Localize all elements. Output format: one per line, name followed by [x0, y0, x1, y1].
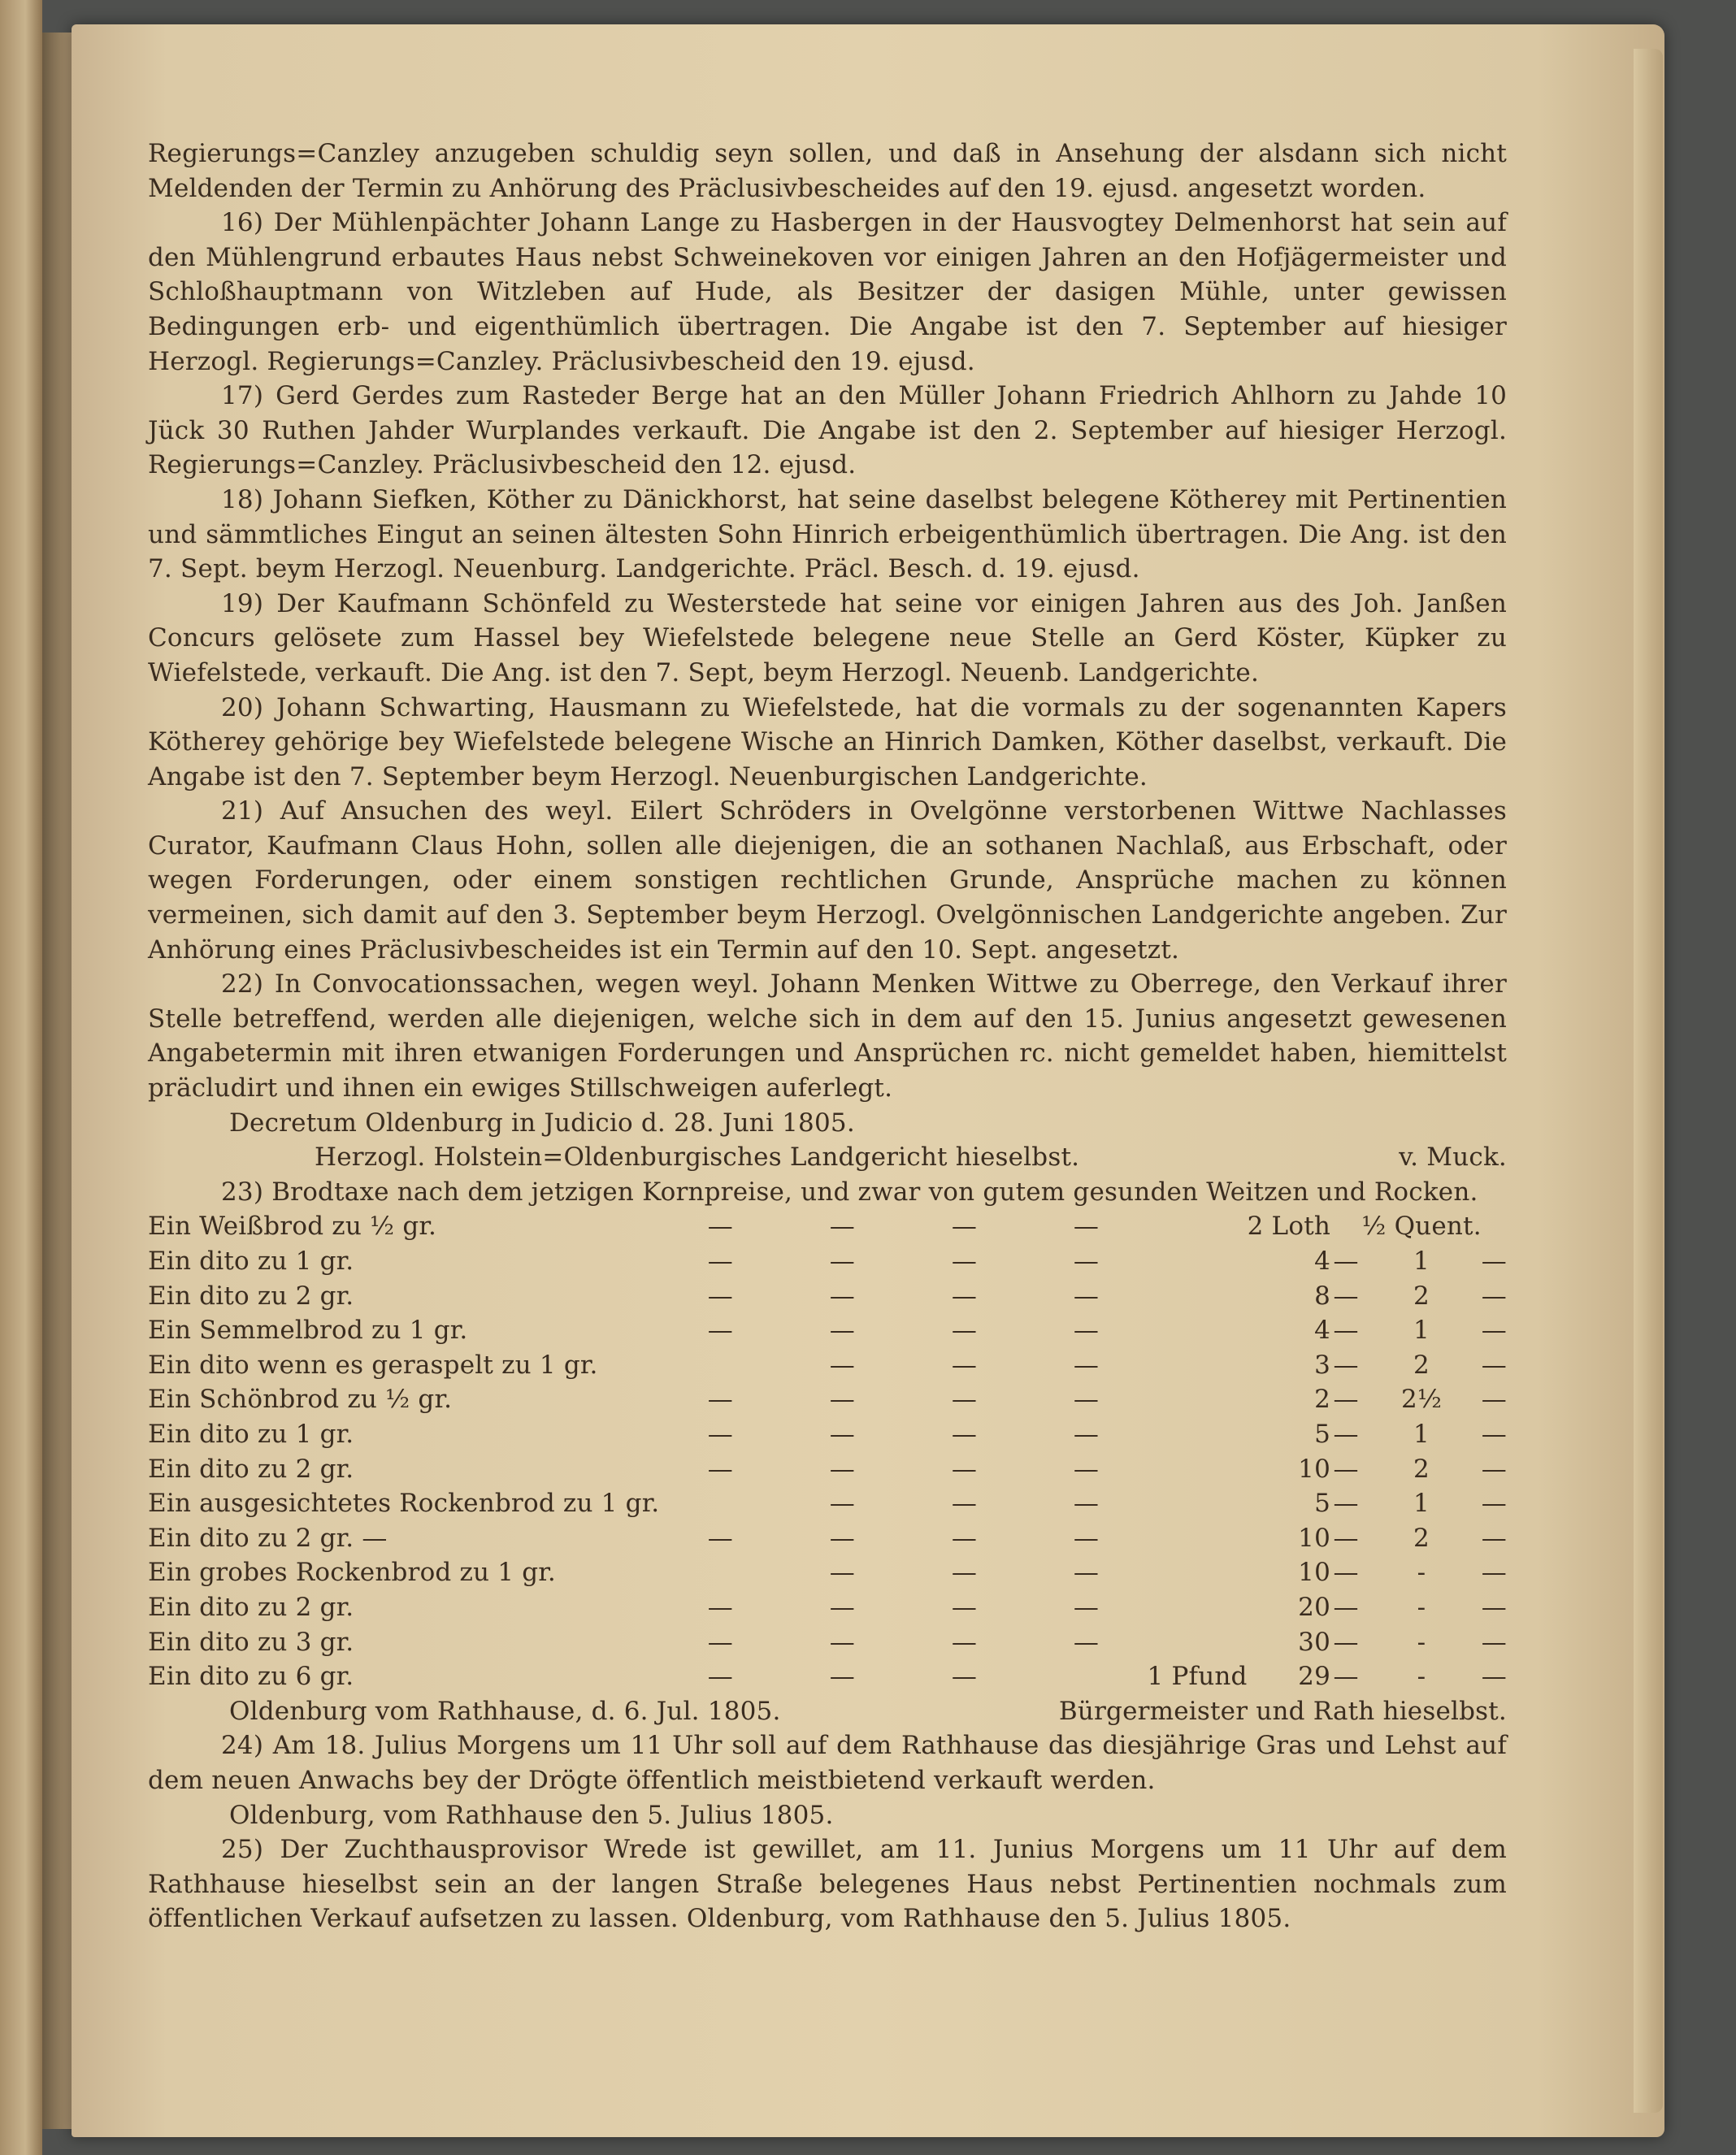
bread-cell-d4: — — [1073, 1558, 1100, 1588]
bread-cell-pfund — [1147, 1590, 1247, 1625]
bread-row — [148, 1244, 1507, 1279]
bread-cell-d2: — — [829, 1385, 855, 1415]
bread-cell-item: Ein dito zu 6 gr. — [148, 1662, 354, 1692]
bread-cell-loth: 10 — [1298, 1454, 1331, 1484]
bread-cell-tail: — — [1481, 1662, 1507, 1692]
bread-cell-quent: 2 — [1413, 1454, 1430, 1484]
bread-cell-quent: 2 — [1413, 1523, 1430, 1553]
bread-cell-d1: — — [707, 1523, 733, 1553]
entry-18: 18) Johann Siefken, Köther zu Dänickhorst, hat seine daselbst belegene Kötherey mit Pertinentien und sämmtliches Eingut an seinen ältesten Sohn Hinrich erbeigenthümlich übertragen. Die Ang. ist den 7. Sept. beym Herzogl. Neuenburg. Landgerichte. Präcl. Besch. d. 19. ejusd. — [148, 484, 1507, 584]
decretum-line: Decretum Oldenburg in Judicio d. 28. Juni 1805. — [229, 1108, 855, 1138]
bread-cell-d1: — — [707, 1247, 733, 1276]
bread-cell-item: Ein dito zu 1 gr. — [148, 1247, 354, 1276]
bread-cell-d1: — — [707, 1316, 733, 1346]
bread-cell-pfund: 1 Pfund — [1147, 1662, 1248, 1692]
bread-cell-tail: — — [1481, 1558, 1507, 1588]
bread-cell-tail: — — [1481, 1592, 1507, 1622]
bread-cell-d3: — — [951, 1247, 978, 1276]
bread-cell-loth: 4 — [1314, 1247, 1331, 1276]
bread-cell-d1: — — [707, 1627, 733, 1657]
page-edge — [1634, 49, 1663, 2113]
entry-16: 16) Der Mühlenpächter Johann Lange zu Hasbergen in der Hausvogtey Delmenhorst hat sein auf den Mühlengrund erbautes Haus nebst Schweinekoven vor einigen Jahren an den Hofjägermeister und Schloßhauptmann von Witzleben auf Hude, als Besitzer der dasigen Mühle, unter gewissen Bedingungen erb- und eigenthümlich übertragen. Die Angabe ist den 7. September auf hiesiger Herzogl. Regierungs=Canzley. Präclusivbescheid den 19. ejusd. — [148, 208, 1507, 376]
bread-cell-d3: — — [951, 1489, 978, 1519]
bread-cell-d2: — — [829, 1247, 855, 1276]
bread-cell-sep: — — [1333, 1523, 1359, 1553]
court-signer: v. Muck. — [1399, 1143, 1507, 1173]
bread-cell-quent: ½ Quent. — [1361, 1212, 1482, 1242]
bread-row — [148, 1382, 1507, 1417]
bread-cell-sep: — — [1333, 1419, 1359, 1449]
bread-cell-d1 — [659, 1348, 781, 1383]
bread-cell-item: Ein dito zu 2 gr. — [148, 1281, 354, 1311]
bread-cell-pfund — [1147, 1209, 1247, 1244]
bread-cell-d2: — — [829, 1281, 855, 1311]
rathhaus-signer: Bürgermeister und Rath hieselbst. — [1058, 1696, 1507, 1726]
court-signature-row — [148, 1140, 1507, 1175]
bread-cell-loth: 5 — [1314, 1419, 1331, 1449]
bread-cell-tail: — — [1481, 1281, 1507, 1311]
bread-cell-quent: 2 — [1413, 1281, 1430, 1311]
bread-cell-d2: — — [829, 1523, 855, 1553]
bread-cell-d2: — — [829, 1627, 855, 1657]
bread-cell-sep: — — [1333, 1558, 1359, 1588]
bread-cell-quent: - — [1417, 1592, 1426, 1622]
bread-cell-d2: — — [829, 1212, 855, 1242]
bread-row — [148, 1590, 1507, 1625]
bread-cell-item: Ein dito zu 2 gr. — — [148, 1523, 388, 1553]
bread-cell-d2: — — [829, 1350, 855, 1380]
bread-cell-tail: — — [1481, 1489, 1507, 1519]
bread-cell-d4: — — [1073, 1419, 1100, 1449]
bread-cell-d3: — — [951, 1454, 978, 1484]
bread-cell-d3: — — [951, 1419, 978, 1449]
bread-cell-item: Ein dito zu 1 gr. — [148, 1419, 354, 1449]
entry-25: 25) Der Zuchthausprovisor Wrede ist gewillet, am 11. Junius Morgens um 11 Uhr auf dem Rathhause hieselbst sein an der langen Straße belegenes Haus nebst Pertinentien nochmals zum öffentlichen Verkauf aufsetzen zu lassen. Oldenburg, vom Rathhause den 5. Julius 1805. — [148, 1835, 1507, 1934]
entry-23-heading: 23) Brodtaxe nach dem jetzigen Kornpreise, und zwar von gutem gesunden Weitzen und Rocken. — [221, 1177, 1478, 1207]
bread-cell-d3: — — [951, 1350, 978, 1380]
bread-cell-d1: — — [707, 1281, 733, 1311]
bread-cell-quent: 2½ — [1400, 1385, 1443, 1415]
page-text — [148, 137, 1507, 1936]
bread-cell-d3: — — [951, 1662, 978, 1692]
bread-cell-loth: 3 — [1314, 1350, 1331, 1380]
bread-cell-sep: — — [1333, 1316, 1359, 1346]
bread-cell-d3: — — [951, 1523, 978, 1553]
bread-cell-d4: — — [1073, 1523, 1100, 1553]
bread-cell-pfund — [1147, 1625, 1247, 1660]
bread-cell-loth: 5 — [1314, 1489, 1331, 1519]
bread-cell-d2: — — [829, 1454, 855, 1484]
bread-cell-loth: 2 Loth — [1247, 1212, 1331, 1242]
bread-cell-d3: — — [951, 1558, 978, 1588]
entry-22: 22) In Convocationssachen, wegen weyl. Johann Menken Wittwe zu Oberrege, den Verkauf ihrer Stelle betreffend, werden alle diejenigen, welche sich in dem auf den 15. Junius angesetzt gewesenen Angabetermin mit ihren etwanigen Forderungen und Ansprüchen rc. nicht gemeldet haben, hiemittelst präcludirt und ihnen ein ewiges Stillschweigen auferlegt. — [148, 969, 1507, 1104]
bread-cell-d2: — — [829, 1662, 855, 1692]
bread-cell-pfund — [1147, 1486, 1247, 1521]
bread-cell-d3: — — [951, 1385, 978, 1415]
bread-cell-pfund — [1147, 1417, 1247, 1452]
bread-cell-tail: — — [1481, 1316, 1507, 1346]
bread-cell-d4: — — [1073, 1247, 1100, 1276]
bread-row — [148, 1348, 1507, 1383]
rathhaus-signature-row — [148, 1694, 1507, 1729]
bread-cell-pfund — [1147, 1521, 1247, 1556]
bread-cell-item: Ein dito zu 2 gr. — [148, 1454, 354, 1484]
entry-24-signature: Oldenburg, vom Rathhause den 5. Julius 1805. — [229, 1800, 834, 1830]
bread-cell-d2: — — [829, 1489, 855, 1519]
bread-cell-quent: - — [1417, 1558, 1426, 1588]
bread-cell-sep: — — [1333, 1489, 1359, 1519]
bread-cell-quent: 1 — [1413, 1489, 1430, 1519]
bread-cell-sep: — — [1333, 1281, 1359, 1311]
bread-cell-loth: 4 — [1314, 1316, 1331, 1346]
bread-cell-d1: — — [707, 1385, 733, 1415]
bread-cell-quent: 1 — [1413, 1247, 1430, 1276]
bread-cell-tail: — — [1481, 1627, 1507, 1657]
bread-cell-d4: — — [1073, 1385, 1100, 1415]
bread-cell-d1 — [659, 1486, 781, 1521]
bread-cell-item: Ein Weißbrod zu ½ gr. — [148, 1212, 437, 1242]
bread-cell-loth: 30 — [1298, 1627, 1331, 1657]
bread-row — [148, 1521, 1507, 1556]
bread-cell-sep: — — [1333, 1662, 1359, 1692]
bread-cell-quent: - — [1417, 1662, 1426, 1692]
bread-row — [148, 1625, 1507, 1660]
bread-cell-tail: — — [1481, 1247, 1507, 1276]
left-page-edge — [0, 0, 42, 2155]
bread-cell-d2: — — [829, 1558, 855, 1588]
bread-cell-d1: — — [707, 1592, 733, 1622]
bread-cell-sep: — — [1333, 1350, 1359, 1380]
bread-cell-tail: — — [1481, 1419, 1507, 1449]
bread-cell-pfund — [1147, 1279, 1247, 1314]
bread-cell-item: Ein Schönbrod zu ½ gr. — [148, 1385, 453, 1415]
bread-cell-item: Ein Semmelbrod zu 1 gr. — [148, 1316, 468, 1346]
bread-cell-d3: — — [951, 1316, 978, 1346]
bread-cell-sep: — — [1333, 1627, 1359, 1657]
bread-cell-d4: — — [1073, 1316, 1100, 1346]
entry-24: 24) Am 18. Julius Morgens um 11 Uhr soll auf dem Rathhause das diesjährige Gras und Lehst auf dem neuen Anwachs bey der Drögte öffentlich meistbietend verkauft werden. — [148, 1731, 1507, 1795]
entry-21: 21) Auf Ansuchen des weyl. Eilert Schröders in Ovelgönne verstorbenen Wittwe Nachlasses Curator, Kaufmann Claus Hohn, sollen alle diejenigen, die an sothanen Nachlaß, aus Erbschaft, oder wegen Forderungen, oder einem sonstigen rechtlichen Grunde, Ansprüche machen zu können vermeinen, sich damit auf den 3. September beym Herzogl. Ovelgönnischen Landgerichte angeben. Zur Anhörung eines Präclusivbescheides ist ein Termin auf den 10. Sept. angesetzt. — [148, 796, 1507, 965]
bread-cell-d4: — — [1073, 1281, 1100, 1311]
bread-price-table — [148, 1209, 1507, 1693]
entry-17: 17) Gerd Gerdes zum Rasteder Berge hat an den Müller Johann Friedrich Ahlhorn zu Jahde 10 Jück 30 Ruthen Jahder Wurplandes verkauft. Die Angabe ist den 2. September auf hiesiger Herzogl. Regierungs=Canzley. Präclusivbescheid den 12. ejusd. — [148, 381, 1507, 480]
bread-cell-item: Ein dito zu 2 gr. — [148, 1592, 354, 1622]
bread-cell-tail — [1482, 1209, 1507, 1244]
bread-cell-sep: — — [1333, 1247, 1359, 1276]
bread-cell-item: Ein dito wenn es geraspelt zu 1 gr. — [148, 1350, 598, 1380]
book-gutter — [42, 33, 75, 2129]
bread-cell-d4: — — [1073, 1350, 1100, 1380]
bread-cell-d3: — — [951, 1212, 978, 1242]
bread-cell-pfund — [1147, 1244, 1247, 1279]
bread-row — [148, 1417, 1507, 1452]
bread-cell-d1 — [659, 1555, 781, 1590]
paragraph-continued: Regierungs=Canzley anzugeben schuldig seyn sollen, und daß in Ansehung der alsdann sich nicht Meldenden der Termin zu Anhörung des Präclusivbescheides auf den 19. ejusd. angesetzt worden. — [148, 139, 1507, 203]
bread-cell-d2: — — [829, 1592, 855, 1622]
bread-row — [148, 1209, 1507, 1244]
bread-cell-loth: 29 — [1298, 1662, 1331, 1692]
bread-cell-loth: 10 — [1298, 1523, 1331, 1553]
bread-cell-sep — [1330, 1209, 1361, 1244]
bread-cell-pfund — [1147, 1313, 1247, 1348]
bread-cell-pfund — [1147, 1555, 1247, 1590]
bread-cell-item: Ein grobes Rockenbrod zu 1 gr. — [148, 1558, 556, 1588]
bread-cell-pfund — [1147, 1382, 1247, 1417]
bread-row — [148, 1555, 1507, 1590]
bread-cell-d3: — — [951, 1627, 978, 1657]
entry-20: 20) Johann Schwarting, Hausmann zu Wiefelstede, hat die vormals zu der sogenannten Kapers Kötherey gehörige bey Wiefelstede belegene Wische an Hinrich Damken, Köther daselbst, verkauft. Die Angabe ist den 7. September beym Herzogl. Neuenburgischen Landgerichte. — [148, 692, 1507, 791]
bread-cell-quent: 1 — [1413, 1419, 1430, 1449]
bread-row — [148, 1279, 1507, 1314]
bread-cell-d4: — — [1073, 1454, 1100, 1484]
bread-cell-tail: — — [1481, 1523, 1507, 1553]
bread-cell-quent: 2 — [1413, 1350, 1430, 1380]
bread-cell-sep: — — [1333, 1592, 1359, 1622]
bread-row — [148, 1452, 1507, 1487]
bread-cell-d1: — — [707, 1454, 733, 1484]
bread-row — [148, 1486, 1507, 1521]
bread-cell-tail: — — [1481, 1454, 1507, 1484]
entry-19: 19) Der Kaufmann Schönfeld zu Westerstede hat seine vor einigen Jahren aus des Joh. Janßen Concurs gelösete zum Hassel bey Wiefelstede belegene neue Stelle an Gerd Köster, Küpker zu Wiefelstede, verkauft. Die Ang. ist den 7. Sept, beym Herzogl. Neuenb. Landgerichte. — [148, 588, 1507, 687]
bread-cell-loth: 8 — [1314, 1281, 1331, 1311]
bread-cell-tail: — — [1481, 1350, 1507, 1380]
bread-cell-d1: — — [707, 1419, 733, 1449]
bread-cell-loth: 2 — [1314, 1385, 1331, 1415]
bread-cell-pfund — [1147, 1452, 1247, 1487]
bread-cell-d2: — — [829, 1316, 855, 1346]
bread-cell-d3: — — [951, 1281, 978, 1311]
court-name: Herzogl. Holstein=Oldenburgisches Landgericht hieselbst. — [315, 1143, 1080, 1173]
bread-cell-item: Ein dito zu 3 gr. — [148, 1627, 354, 1657]
bread-cell-sep: — — [1333, 1454, 1359, 1484]
bread-cell-quent: 1 — [1413, 1316, 1430, 1346]
rathhaus-date: Oldenburg vom Rathhause, d. 6. Jul. 1805. — [229, 1696, 781, 1726]
bread-cell-pfund — [1147, 1348, 1247, 1383]
bread-cell-d4: — — [1073, 1627, 1100, 1657]
bread-cell-loth: 10 — [1298, 1558, 1331, 1588]
bread-cell-d4: — — [1073, 1592, 1100, 1622]
bread-cell-d4 — [1025, 1659, 1147, 1694]
bread-cell-d1: — — [707, 1662, 733, 1692]
bread-cell-sep: — — [1333, 1385, 1359, 1415]
bread-cell-d4: — — [1073, 1489, 1100, 1519]
bread-row — [148, 1659, 1507, 1694]
bread-cell-d1: — — [707, 1212, 733, 1242]
bread-cell-quent: - — [1417, 1627, 1426, 1657]
bread-cell-d3: — — [951, 1592, 978, 1622]
bread-cell-loth: 20 — [1298, 1592, 1331, 1622]
bread-cell-item: Ein ausgesichtetes Rockenbrod zu 1 gr. — [148, 1489, 660, 1519]
bread-cell-d4: — — [1073, 1212, 1100, 1242]
bread-cell-tail: — — [1481, 1385, 1507, 1415]
bread-row — [148, 1313, 1507, 1348]
bread-cell-d2: — — [829, 1419, 855, 1449]
